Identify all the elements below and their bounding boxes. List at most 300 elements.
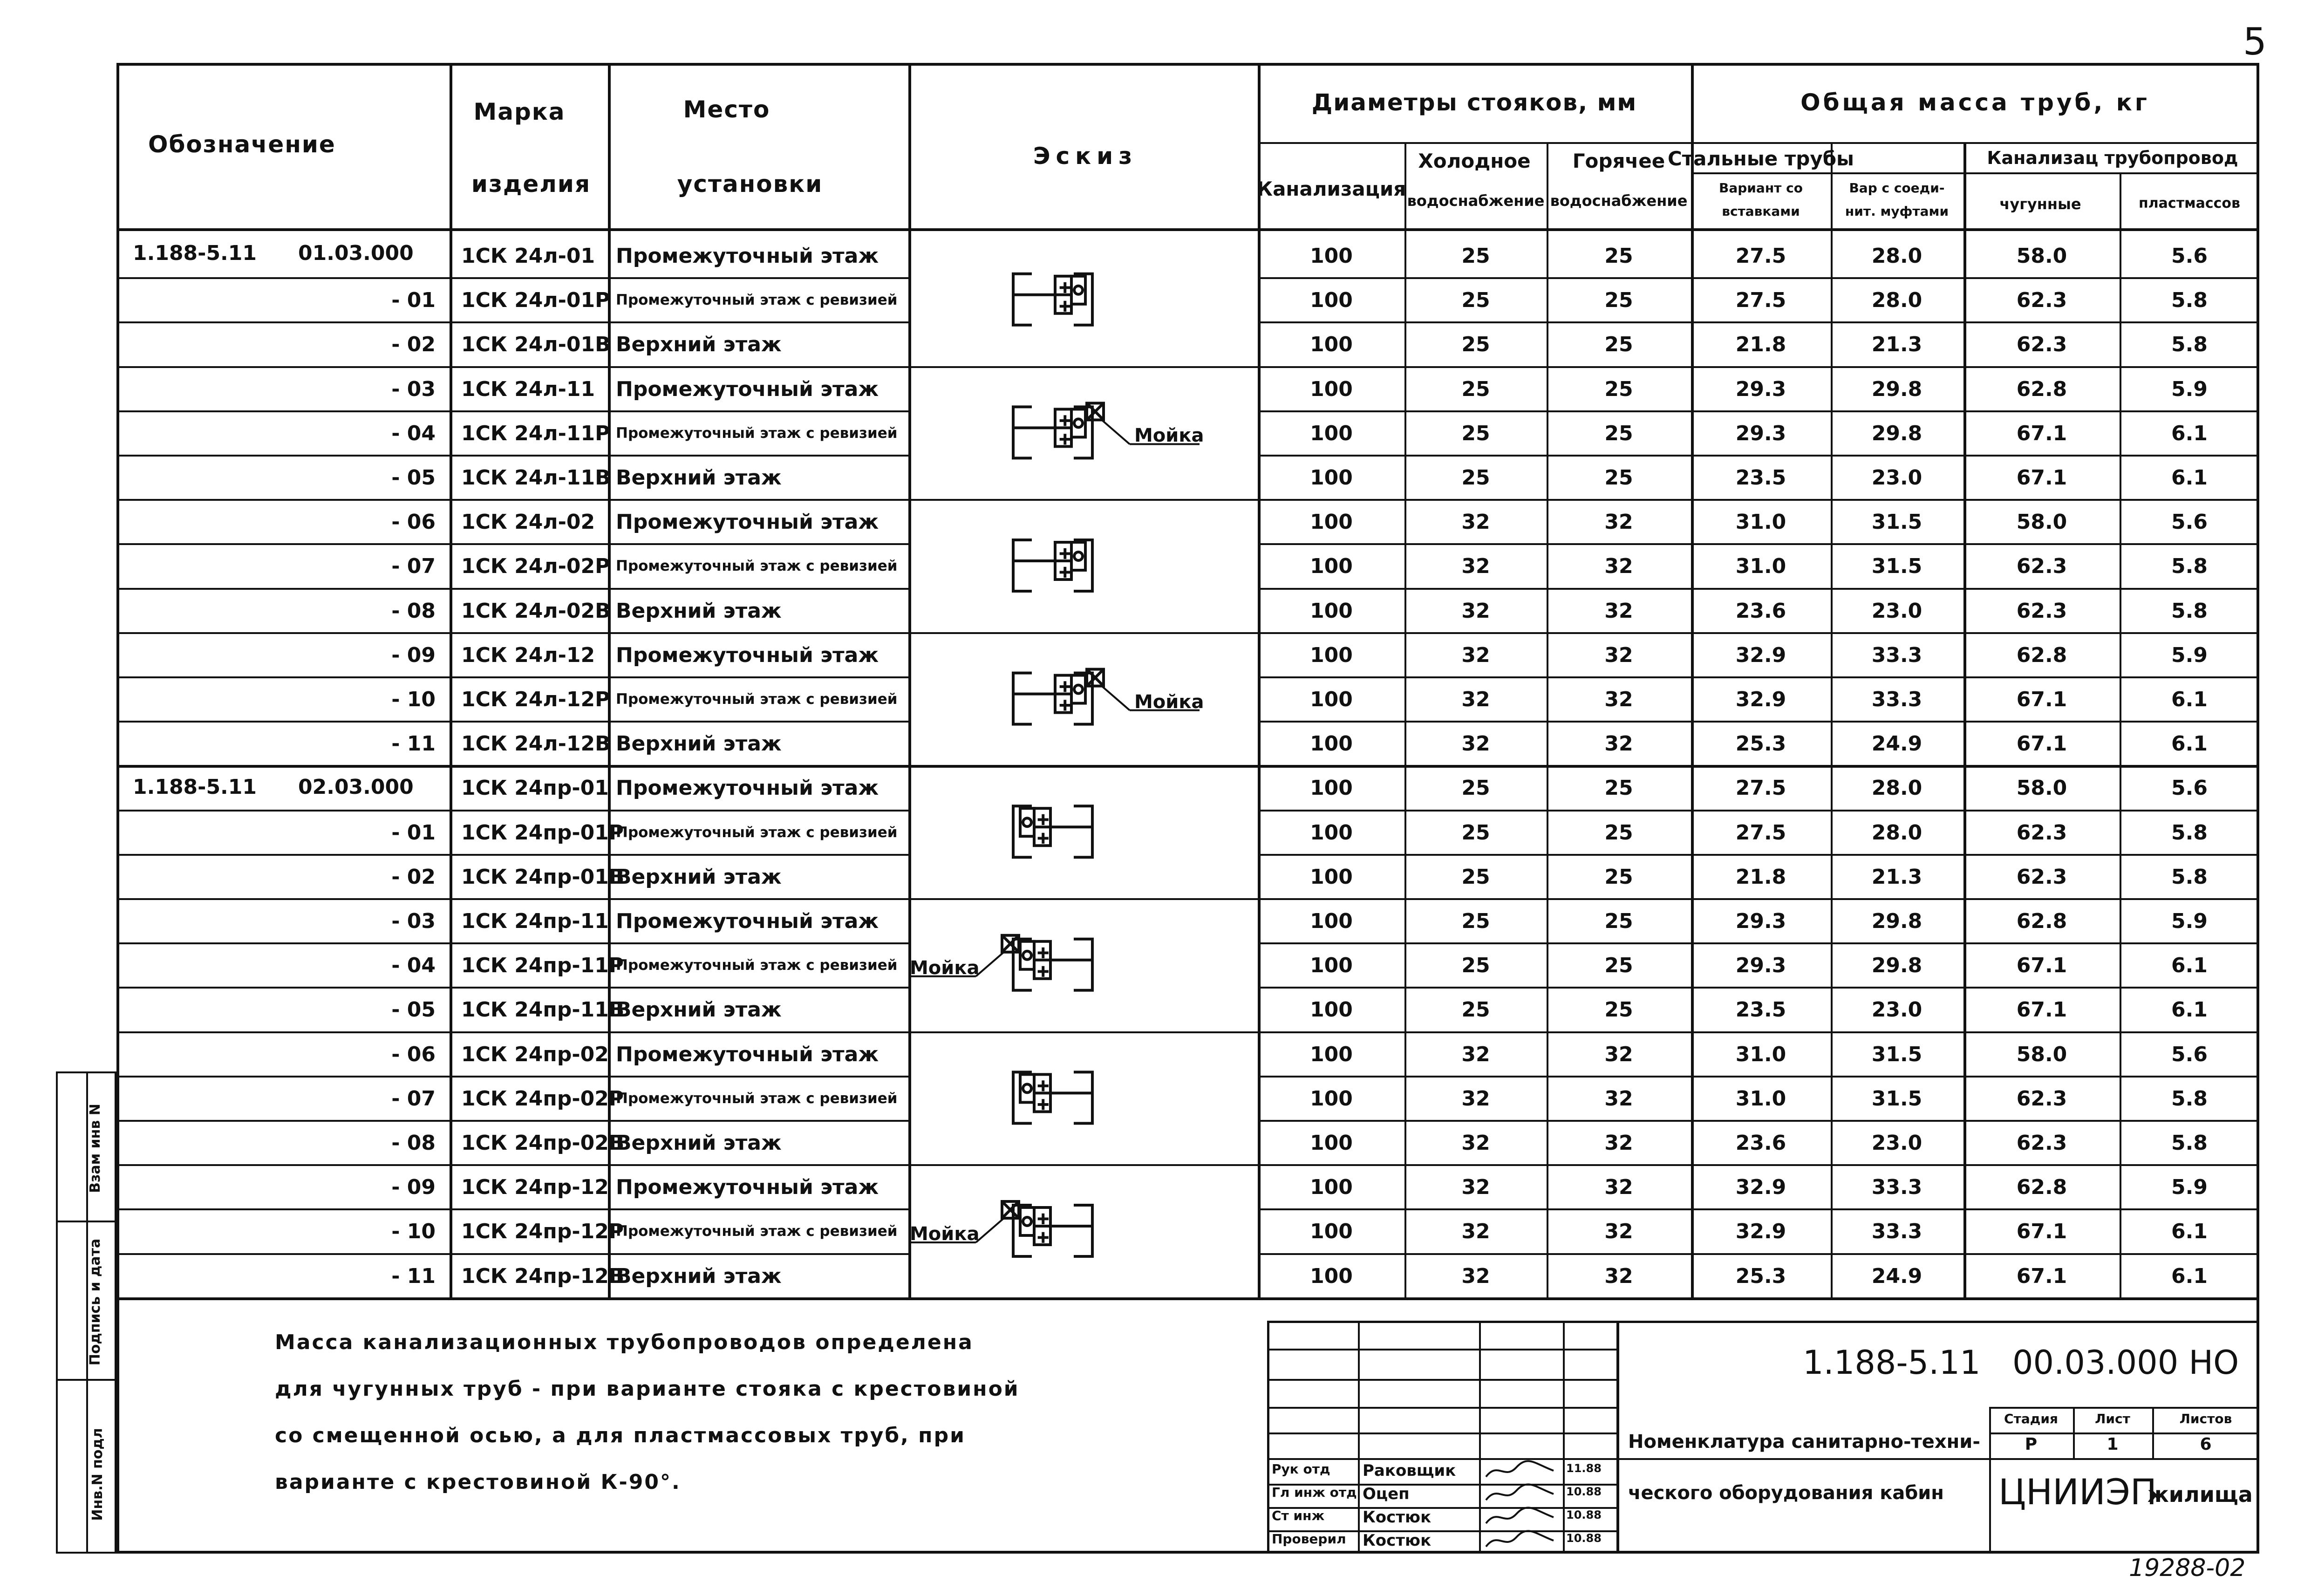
title-line-1: Номенклатура санитарно-техни- [1628, 1431, 1980, 1453]
row-place: Промежуточный этаж с ревизией [616, 691, 898, 708]
header-sewer-pipe: Канализац трубопровод [1987, 148, 2238, 168]
row-suffix: - 06 [391, 510, 436, 534]
row-steel-inserts: 32.9 [1735, 643, 1786, 667]
signature-date: 10.88 [1566, 1508, 1602, 1521]
row-place: Промежуточный этаж [616, 1175, 879, 1200]
row-steel-couplings: 31.5 [1871, 1042, 1922, 1066]
handwritten-signature [1484, 1506, 1558, 1528]
row-place: Промежуточный этаж с ревизией [616, 957, 898, 974]
row-steel-inserts: 23.6 [1735, 1131, 1786, 1155]
row-steel-couplings: 23.0 [1871, 466, 1922, 490]
row-place: Промежуточный этаж с ревизией [616, 1090, 898, 1107]
row-hot-diameter: 25 [1604, 998, 1633, 1022]
row-steel-inserts: 31.0 [1735, 554, 1786, 579]
title-line-2: ческого оборудования кабин [1628, 1482, 1944, 1504]
row-plastic: 5.9 [2171, 643, 2208, 667]
row-cast-iron: 62.3 [2016, 820, 2067, 845]
signature-name: Оцеп [1363, 1485, 1410, 1503]
row-steel-inserts: 23.5 [1735, 998, 1786, 1022]
title-sheet: 1 [2106, 1435, 2119, 1454]
svg-text:+: + [1036, 810, 1050, 829]
archive-number: 19288-02 [2129, 1554, 2246, 1582]
row-cast-iron: 62.3 [2016, 1131, 2067, 1155]
header-cast-iron: чугунные [1999, 195, 2081, 213]
row-steel-couplings: 33.3 [1871, 688, 1922, 711]
row-plastic: 5.8 [2171, 599, 2208, 623]
row-hot-diameter: 32 [1604, 1175, 1633, 1200]
row-cold-diameter: 32 [1461, 1220, 1490, 1244]
row-cold-diameter: 32 [1461, 688, 1490, 711]
row-steel-inserts: 32.9 [1735, 1220, 1786, 1244]
note-line-4: варианте с крестовиной К-90°. [275, 1470, 681, 1494]
row-hot-diameter: 32 [1604, 510, 1633, 534]
row-steel-couplings: 24.9 [1871, 732, 1922, 756]
row-steel-couplings: 21.3 [1871, 333, 1922, 357]
row-suffix: - 08 [391, 1131, 436, 1155]
svg-text:+: + [1058, 278, 1072, 297]
signature-date: 10.88 [1566, 1532, 1602, 1545]
row-hot-diameter: 25 [1604, 909, 1633, 933]
row-mark: 1СК 24л-11В [461, 466, 611, 490]
row-cast-iron: 62.3 [2016, 599, 2067, 623]
row-cold-diameter: 32 [1461, 1086, 1490, 1111]
svg-text:+: + [1036, 943, 1050, 962]
title-doc-code: 1.188-5.11 [1803, 1344, 1981, 1382]
group-1-code: 01.03.000 [298, 241, 414, 265]
row-cold-diameter: 32 [1461, 1264, 1490, 1288]
row-steel-couplings: 33.3 [1871, 1220, 1922, 1244]
row-mark: 1СК 24пр-02 [461, 1042, 609, 1066]
row-suffix: - 07 [391, 1086, 436, 1111]
row-steel-inserts: 21.8 [1735, 865, 1786, 889]
row-place: Верхний этаж [616, 732, 782, 756]
row-sewer-diameter: 100 [1310, 1175, 1353, 1200]
row-suffix: - 05 [391, 466, 436, 490]
signature-role: Рук отд [1272, 1461, 1330, 1477]
header-mass: Общая масса труб, кг [1800, 89, 2150, 116]
row-plastic: 6.1 [2171, 1220, 2208, 1244]
row-place: Промежуточный этаж [616, 244, 879, 268]
row-suffix: - 06 [391, 1042, 436, 1066]
header-var-couplings-1: Вар с соеди- [1849, 180, 1945, 196]
row-plastic: 6.1 [2171, 954, 2208, 978]
svg-text:+: + [1058, 563, 1072, 581]
row-mark: 1СК 24пр-12 [461, 1175, 609, 1200]
svg-text:+: + [1058, 677, 1072, 696]
svg-text:+: + [1058, 544, 1072, 563]
row-cast-iron: 62.8 [2016, 1175, 2067, 1200]
row-steel-inserts: 25.3 [1735, 732, 1786, 756]
row-cold-diameter: 25 [1461, 909, 1490, 933]
row-cold-diameter: 25 [1461, 377, 1490, 401]
row-plastic: 5.8 [2171, 1131, 2208, 1155]
header-place-1: Место [683, 96, 770, 123]
svg-text:+: + [1036, 1076, 1050, 1095]
row-steel-inserts: 23.5 [1735, 466, 1786, 490]
cabin-sketch-icon [1013, 274, 1092, 325]
row-plastic: 6.1 [2171, 998, 2208, 1022]
row-sewer-diameter: 100 [1310, 909, 1353, 933]
title-sheets: 6 [2200, 1435, 2212, 1454]
row-sewer-diameter: 100 [1310, 288, 1353, 313]
row-mark: 1СК 24пр-12В [461, 1264, 625, 1288]
header-hot-2: водоснабжение [1550, 192, 1688, 210]
row-sewer-diameter: 100 [1310, 954, 1353, 978]
row-steel-couplings: 28.0 [1871, 288, 1922, 313]
row-place: Промежуточный этаж [616, 1042, 879, 1066]
row-cast-iron: 62.3 [2016, 288, 2067, 313]
group-2-code: 02.03.000 [298, 775, 414, 799]
row-sewer-diameter: 100 [1310, 732, 1353, 756]
header-var-inserts-1: Вариант со [1719, 180, 1803, 196]
row-hot-diameter: 32 [1604, 1042, 1633, 1066]
row-plastic: 6.1 [2171, 1264, 2208, 1288]
row-steel-couplings: 31.5 [1871, 554, 1922, 579]
row-mark: 1СК 24л-12 [461, 643, 595, 667]
row-cast-iron: 67.1 [2016, 1220, 2067, 1244]
row-hot-diameter: 25 [1604, 244, 1633, 268]
row-cold-diameter: 25 [1461, 288, 1490, 313]
row-plastic: 5.9 [2171, 1175, 2208, 1200]
row-steel-inserts: 27.5 [1735, 776, 1786, 800]
header-steel: Стальные трубы [1667, 147, 1854, 170]
row-cold-diameter: 25 [1461, 421, 1490, 445]
row-steel-couplings: 23.0 [1871, 599, 1922, 623]
row-plastic: 5.6 [2171, 244, 2208, 268]
row-plastic: 5.8 [2171, 865, 2208, 889]
row-mark: 1СК 24пр-01 [461, 776, 609, 800]
svg-text:+: + [1036, 1095, 1050, 1114]
row-suffix: - 08 [391, 599, 436, 623]
title-sheet-label: Лист [2095, 1411, 2130, 1426]
row-steel-inserts: 29.3 [1735, 421, 1786, 445]
row-suffix: - 02 [391, 865, 436, 889]
row-steel-inserts: 29.3 [1735, 377, 1786, 401]
row-hot-diameter: 32 [1604, 1131, 1633, 1155]
row-hot-diameter: 25 [1604, 776, 1633, 800]
row-place: Верхний этаж [616, 998, 782, 1022]
row-cast-iron: 67.1 [2016, 466, 2067, 490]
row-cold-diameter: 32 [1461, 554, 1490, 579]
row-steel-inserts: 27.5 [1735, 820, 1786, 845]
row-sewer-diameter: 100 [1310, 599, 1353, 623]
row-sewer-diameter: 100 [1310, 1131, 1353, 1155]
row-place: Верхний этаж [616, 466, 782, 490]
row-hot-diameter: 25 [1604, 954, 1633, 978]
header-sewer: Канализация [1256, 177, 1406, 200]
row-place: Верхний этаж [616, 865, 782, 889]
row-steel-couplings: 28.0 [1871, 820, 1922, 845]
row-steel-couplings: 29.8 [1871, 421, 1922, 445]
row-plastic: 5.9 [2171, 909, 2208, 933]
row-mark: 1СК 24пр-01В [461, 865, 625, 889]
row-sewer-diameter: 100 [1310, 820, 1353, 845]
row-hot-diameter: 25 [1604, 377, 1633, 401]
row-cold-diameter: 25 [1461, 865, 1490, 889]
row-sewer-diameter: 100 [1310, 510, 1353, 534]
row-place: Промежуточный этаж с ревизией [616, 1223, 898, 1240]
row-suffix: - 01 [391, 288, 436, 313]
row-suffix: - 04 [391, 421, 436, 445]
row-sewer-diameter: 100 [1310, 421, 1353, 445]
signature-role: Проверил [1272, 1531, 1346, 1547]
row-cast-iron: 62.8 [2016, 643, 2067, 667]
note-line-3: со смещенной осью, а для пластмассовых труб, при [275, 1424, 966, 1447]
row-cold-diameter: 32 [1461, 1042, 1490, 1066]
row-steel-couplings: 31.5 [1871, 1086, 1922, 1111]
signature-role: Ст инж [1272, 1508, 1325, 1523]
row-hot-diameter: 32 [1604, 732, 1633, 756]
row-place: Промежуточный этаж [616, 776, 879, 800]
side-stamp-replace: Взам инв N [87, 1104, 103, 1193]
row-plastic: 6.1 [2171, 732, 2208, 756]
svg-text:+: + [1036, 1228, 1050, 1247]
row-cold-diameter: 25 [1461, 954, 1490, 978]
row-steel-inserts: 29.3 [1735, 909, 1786, 933]
row-sewer-diameter: 100 [1310, 377, 1353, 401]
title-org-2: жилища [2147, 1482, 2253, 1507]
row-sewer-diameter: 100 [1310, 244, 1353, 268]
row-plastic: 6.1 [2171, 421, 2208, 445]
row-sewer-diameter: 100 [1310, 865, 1353, 889]
row-mark: 1СК 24пр-11Р [461, 954, 624, 978]
signature-date: 10.88 [1566, 1485, 1602, 1498]
row-steel-couplings: 33.3 [1871, 643, 1922, 667]
row-mark: 1СК 24пр-11В [461, 998, 625, 1022]
row-place: Промежуточный этаж с ревизией [616, 292, 898, 309]
svg-text:+: + [1036, 1209, 1050, 1228]
row-steel-inserts: 27.5 [1735, 244, 1786, 268]
title-doc-number: 00.03.000 НО [2012, 1344, 2239, 1382]
cabin-sketch-icon [1013, 806, 1092, 857]
row-mark: 1СК 24л-01Р [461, 288, 610, 313]
row-cold-diameter: 32 [1461, 1131, 1490, 1155]
row-place: Верхний этаж [616, 1264, 782, 1288]
side-stamp-sign: Подпись и дата [87, 1238, 103, 1366]
sink-label: Мойка [1134, 691, 1204, 713]
row-suffix: - 11 [391, 732, 436, 756]
row-sewer-diameter: 100 [1310, 1086, 1353, 1111]
row-place: Промежуточный этаж с ревизией [616, 558, 898, 575]
row-steel-couplings: 28.0 [1871, 776, 1922, 800]
row-plastic: 5.8 [2171, 554, 2208, 579]
row-plastic: 6.1 [2171, 688, 2208, 711]
row-cold-diameter: 32 [1461, 510, 1490, 534]
sink-label: Мойка [910, 957, 980, 979]
row-steel-couplings: 33.3 [1871, 1175, 1922, 1200]
row-suffix: - 05 [391, 998, 436, 1022]
row-steel-couplings: 21.3 [1871, 865, 1922, 889]
row-mark: 1СК 24л-01 [461, 244, 595, 268]
row-hot-diameter: 32 [1604, 1220, 1633, 1244]
row-mark: 1СК 24л-02Р [461, 554, 610, 579]
row-steel-inserts: 31.0 [1735, 1086, 1786, 1111]
row-mark: 1СК 24л-12Р [461, 688, 610, 711]
row-place: Промежуточный этаж [616, 643, 879, 667]
sink-label: Мойка [1134, 425, 1204, 447]
row-place: Верхний этаж [616, 333, 782, 357]
row-cold-diameter: 32 [1461, 1175, 1490, 1200]
row-steel-couplings: 29.8 [1871, 909, 1922, 933]
header-var-inserts-2: вставками [1722, 204, 1800, 219]
header-hot-1: Горячее [1572, 150, 1665, 172]
row-cold-diameter: 25 [1461, 244, 1490, 268]
row-suffix: - 01 [391, 820, 436, 845]
row-sewer-diameter: 100 [1310, 688, 1353, 711]
row-steel-couplings: 29.8 [1871, 954, 1922, 978]
header-plastic: пластмассов [2138, 195, 2241, 211]
row-mark: 1СК 24л-02В [461, 599, 611, 623]
row-steel-inserts: 25.3 [1735, 1264, 1786, 1288]
row-sewer-diameter: 100 [1310, 776, 1353, 800]
row-cold-diameter: 25 [1461, 820, 1490, 845]
row-steel-couplings: 31.5 [1871, 510, 1922, 534]
row-mark: 1СК 24пр-02В [461, 1131, 625, 1155]
row-cast-iron: 67.1 [2016, 732, 2067, 756]
row-place: Промежуточный этаж [616, 377, 879, 401]
row-cast-iron: 58.0 [2016, 510, 2067, 534]
row-plastic: 5.8 [2171, 333, 2208, 357]
row-plastic: 5.8 [2171, 820, 2208, 845]
signature-name: Раковщик [1363, 1461, 1456, 1480]
row-cast-iron: 62.8 [2016, 377, 2067, 401]
row-cast-iron: 67.1 [2016, 998, 2067, 1022]
row-hot-diameter: 32 [1604, 643, 1633, 667]
row-hot-diameter: 32 [1604, 599, 1633, 623]
row-steel-inserts: 32.9 [1735, 1175, 1786, 1200]
row-suffix: - 09 [391, 1175, 436, 1200]
header-var-couplings-2: нит. муфтами [1845, 204, 1949, 219]
cabin-sketch-icon [1013, 540, 1092, 591]
handwritten-signature [1484, 1459, 1558, 1481]
note-line-2: для чугунных труб - при варианте стояка с крестовиной [275, 1377, 1020, 1401]
row-suffix: - 10 [391, 688, 436, 711]
row-sewer-diameter: 100 [1310, 554, 1353, 579]
signature-role: Гл инж отд [1272, 1485, 1357, 1500]
row-sewer-diameter: 100 [1310, 1220, 1353, 1244]
title-sheets-label: Листов [2179, 1411, 2232, 1426]
row-mark: 1СК 24л-02 [461, 510, 595, 534]
note-line-1: Масса канализационных трубопроводов определена [275, 1330, 974, 1354]
header-designation: Обозначение [148, 131, 336, 158]
row-plastic: 5.6 [2171, 776, 2208, 800]
row-cold-diameter: 25 [1461, 466, 1490, 490]
row-hot-diameter: 25 [1604, 421, 1633, 445]
row-hot-diameter: 32 [1604, 1264, 1633, 1288]
signature-date: 11.88 [1566, 1462, 1602, 1475]
handwritten-signature [1484, 1529, 1558, 1551]
row-cast-iron: 58.0 [2016, 1042, 2067, 1066]
row-hot-diameter: 25 [1604, 466, 1633, 490]
row-mark: 1СК 24пр-12Р [461, 1220, 624, 1244]
row-steel-couplings: 23.0 [1871, 998, 1922, 1022]
row-steel-inserts: 27.5 [1735, 288, 1786, 313]
group-2-designation: 1.188-5.11 [133, 775, 257, 799]
row-plastic: 6.1 [2171, 466, 2208, 490]
row-steel-inserts: 29.3 [1735, 954, 1786, 978]
row-place: Промежуточный этаж [616, 909, 879, 933]
row-steel-couplings: 28.0 [1871, 244, 1922, 268]
row-suffix: - 09 [391, 643, 436, 667]
row-sewer-diameter: 100 [1310, 643, 1353, 667]
row-hot-diameter: 25 [1604, 288, 1633, 313]
row-plastic: 5.8 [2171, 1086, 2208, 1111]
svg-text:+: + [1058, 430, 1072, 449]
row-suffix: - 11 [391, 1264, 436, 1288]
row-hot-diameter: 32 [1604, 554, 1633, 579]
row-cast-iron: 62.3 [2016, 1086, 2067, 1111]
side-stamp-inv: Инв.N подл [89, 1428, 106, 1521]
page-number: 5 [2243, 20, 2267, 63]
row-mark: 1СК 24л-12В [461, 732, 611, 756]
cabin-sketch-icon [1013, 1072, 1092, 1123]
row-steel-inserts: 23.6 [1735, 599, 1786, 623]
row-cast-iron: 62.3 [2016, 554, 2067, 579]
row-cold-diameter: 32 [1461, 599, 1490, 623]
row-steel-inserts: 31.0 [1735, 1042, 1786, 1066]
signature-name: Костюк [1363, 1508, 1432, 1527]
row-cast-iron: 67.1 [2016, 1264, 2067, 1288]
row-place: Промежуточный этаж [616, 510, 879, 534]
row-mark: 1СК 24л-01В [461, 333, 611, 357]
row-suffix: - 02 [391, 333, 436, 357]
row-mark: 1СК 24пр-01Р [461, 820, 624, 845]
svg-text:+: + [1036, 829, 1050, 848]
row-cold-diameter: 32 [1461, 643, 1490, 667]
row-cast-iron: 67.1 [2016, 954, 2067, 978]
row-sewer-diameter: 100 [1310, 333, 1353, 357]
row-suffix: - 03 [391, 377, 436, 401]
row-hot-diameter: 32 [1604, 1086, 1633, 1111]
row-hot-diameter: 25 [1604, 865, 1633, 889]
row-hot-diameter: 32 [1604, 688, 1633, 711]
row-cold-diameter: 25 [1461, 998, 1490, 1022]
row-cast-iron: 58.0 [2016, 776, 2067, 800]
row-suffix: - 07 [391, 554, 436, 579]
row-suffix: - 04 [391, 954, 436, 978]
row-cast-iron: 67.1 [2016, 421, 2067, 445]
row-suffix: - 03 [391, 909, 436, 933]
row-steel-inserts: 32.9 [1735, 688, 1786, 711]
row-mark: 1СК 24пр-11 [461, 909, 609, 933]
svg-text:+: + [1058, 696, 1072, 715]
header-sketch: Эскиз [1033, 143, 1138, 170]
row-steel-couplings: 29.8 [1871, 377, 1922, 401]
row-plastic: 5.8 [2171, 288, 2208, 313]
row-steel-inserts: 31.0 [1735, 510, 1786, 534]
header-mark-2: изделия [471, 171, 591, 198]
row-sewer-diameter: 100 [1310, 1042, 1353, 1066]
row-cold-diameter: 32 [1461, 732, 1490, 756]
row-suffix: - 10 [391, 1220, 436, 1244]
header-place-2: установки [677, 171, 823, 198]
row-place: Промежуточный этаж с ревизией [616, 424, 898, 442]
sink-label: Мойка [910, 1223, 980, 1245]
title-stage-label: Стадия [2004, 1411, 2058, 1426]
row-place: Промежуточный этаж с ревизией [616, 824, 898, 841]
header-diameters: Диаметры стояков, мм [1311, 89, 1637, 116]
header-cold-2: водоснабжение [1407, 192, 1545, 210]
title-stage: Р [2025, 1435, 2038, 1454]
row-cold-diameter: 25 [1461, 333, 1490, 357]
row-sewer-diameter: 100 [1310, 998, 1353, 1022]
handwritten-signature [1484, 1482, 1558, 1505]
row-mark: 1СК 24пр-02Р [461, 1086, 624, 1111]
row-cast-iron: 58.0 [2016, 244, 2067, 268]
row-plastic: 5.6 [2171, 1042, 2208, 1066]
svg-text:+: + [1036, 962, 1050, 981]
row-hot-diameter: 25 [1604, 820, 1633, 845]
